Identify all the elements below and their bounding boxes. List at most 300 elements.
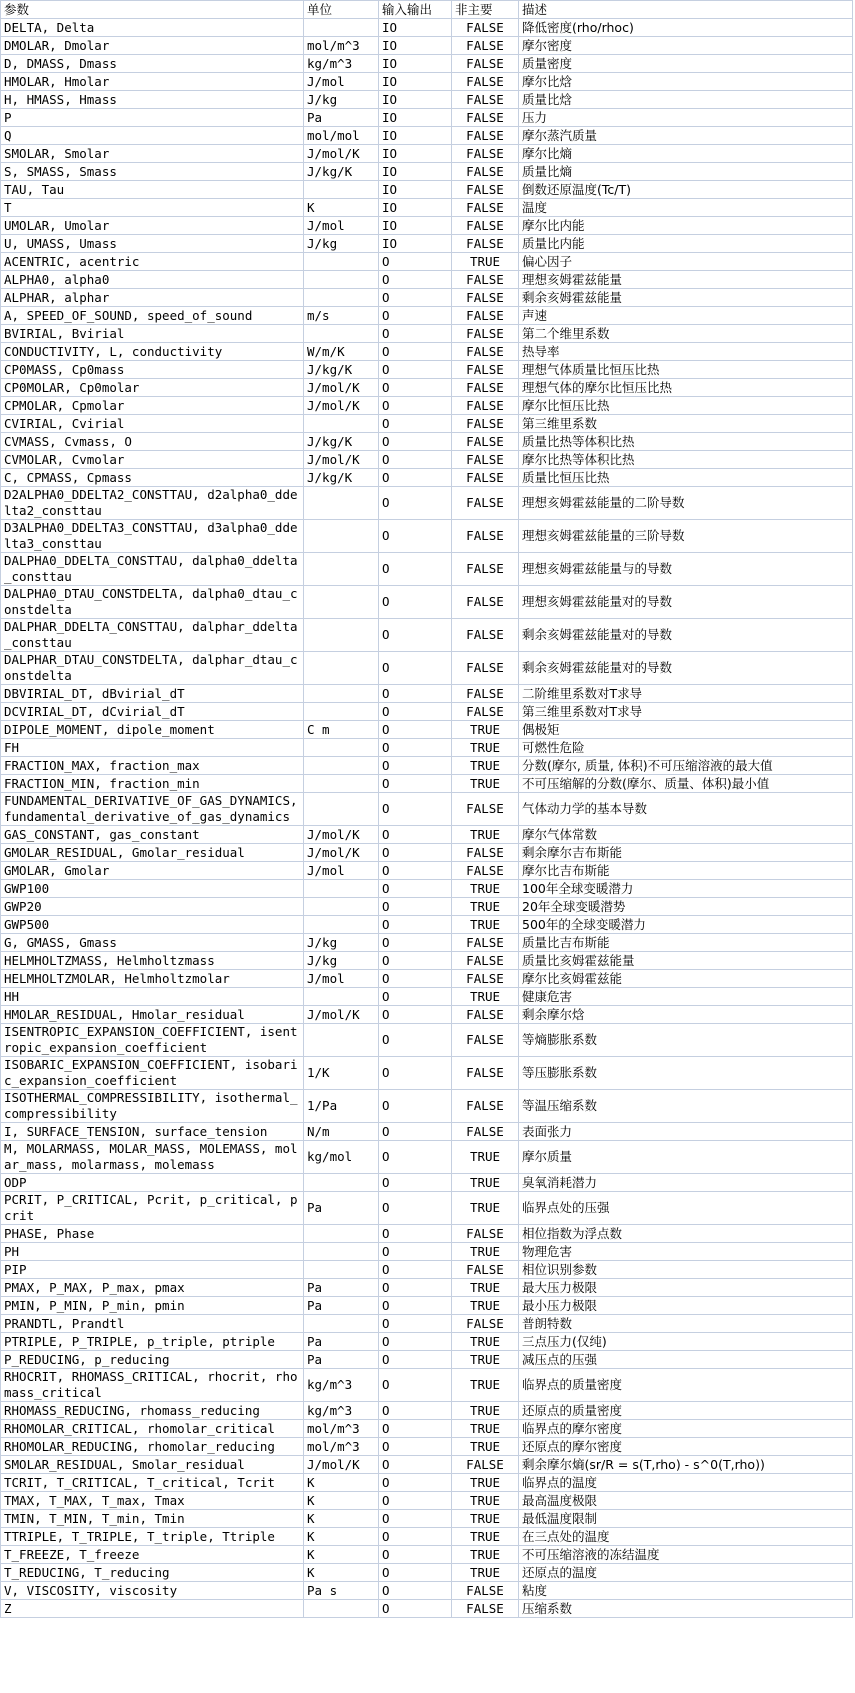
cell-unit: J/kg/K xyxy=(304,469,379,487)
cell-io: IO xyxy=(379,109,452,127)
cell-desc: 偶极矩 xyxy=(519,721,853,739)
cell-unit: K xyxy=(304,199,379,217)
cell-desc: 理想亥姆霍兹能量对的导数 xyxy=(519,586,853,619)
table-row xyxy=(1,37,853,55)
cell-unit: mol/m^3 xyxy=(304,37,379,55)
cell-trivial: FALSE xyxy=(452,844,519,862)
cell-unit: J/mol/K xyxy=(304,379,379,397)
cell-desc: 还原点的质量密度 xyxy=(519,1402,853,1420)
cell-param: V, VISCOSITY, viscosity xyxy=(1,1582,304,1600)
cell-io: IO xyxy=(379,217,452,235)
cell-param: GMOLAR, Gmolar xyxy=(1,862,304,880)
table-row xyxy=(1,379,853,397)
cell-param: I, SURFACE_TENSION, surface_tension xyxy=(1,1123,304,1141)
table-row xyxy=(1,1333,853,1351)
cell-desc: 临界点处的压强 xyxy=(519,1192,853,1225)
cell-param: U, UMASS, Umass xyxy=(1,235,304,253)
cell-desc: 不可压缩溶液的冻结温度 xyxy=(519,1546,853,1564)
table-row xyxy=(1,1174,853,1192)
cell-param: ISOBARIC_EXPANSION_COEFFICIENT, isobaric_expansion_coefficient xyxy=(1,1057,304,1090)
cell-param: PMAX, P_MAX, P_max, pmax xyxy=(1,1279,304,1297)
cell-param: PHASE, Phase xyxy=(1,1225,304,1243)
cell-io: O xyxy=(379,1057,452,1090)
header-param: 参数 xyxy=(1,1,304,19)
cell-unit: J/mol/K xyxy=(304,1006,379,1024)
cell-param: Z xyxy=(1,1600,304,1618)
cell-unit: J/mol/K xyxy=(304,145,379,163)
cell-unit xyxy=(304,898,379,916)
cell-trivial: FALSE xyxy=(452,397,519,415)
cell-unit xyxy=(304,1225,379,1243)
cell-unit xyxy=(304,619,379,652)
cell-unit: J/kg/K xyxy=(304,433,379,451)
cell-unit: K xyxy=(304,1546,379,1564)
cell-io: IO xyxy=(379,55,452,73)
cell-desc: 压缩系数 xyxy=(519,1600,853,1618)
table-row xyxy=(1,127,853,145)
cell-trivial: FALSE xyxy=(452,109,519,127)
table-row xyxy=(1,880,853,898)
cell-desc: 摩尔气体常数 xyxy=(519,826,853,844)
cell-unit: J/mol xyxy=(304,73,379,91)
table-row xyxy=(1,1192,853,1225)
cell-unit xyxy=(304,703,379,721)
table-row xyxy=(1,1546,853,1564)
cell-trivial: TRUE xyxy=(452,1438,519,1456)
cell-desc: 普朗特数 xyxy=(519,1315,853,1333)
cell-desc: 摩尔质量 xyxy=(519,1141,853,1174)
cell-param: G, GMASS, Gmass xyxy=(1,934,304,952)
cell-desc: 表面张力 xyxy=(519,1123,853,1141)
cell-io: O xyxy=(379,721,452,739)
cell-trivial: FALSE xyxy=(452,127,519,145)
cell-unit: J/mol/K xyxy=(304,451,379,469)
cell-unit xyxy=(304,916,379,934)
cell-desc: 三点压力(仅纯) xyxy=(519,1333,853,1351)
table-row xyxy=(1,988,853,1006)
cell-param: PTRIPLE, P_TRIPLE, p_triple, ptriple xyxy=(1,1333,304,1351)
cell-param: DBVIRIAL_DT, dBvirial_dT xyxy=(1,685,304,703)
cell-unit: J/kg xyxy=(304,952,379,970)
cell-param: S, SMASS, Smass xyxy=(1,163,304,181)
cell-trivial: FALSE xyxy=(452,145,519,163)
cell-desc: 还原点的摩尔密度 xyxy=(519,1438,853,1456)
cell-io: O xyxy=(379,916,452,934)
cell-param: FRACTION_MIN, fraction_min xyxy=(1,775,304,793)
cell-unit: Pa s xyxy=(304,1582,379,1600)
cell-param: DALPHAR_DTAU_CONSTDELTA, dalphar_dtau_constdelta xyxy=(1,652,304,685)
cell-trivial: FALSE xyxy=(452,619,519,652)
table-row xyxy=(1,1141,853,1174)
cell-trivial: FALSE xyxy=(452,703,519,721)
cell-io: IO xyxy=(379,199,452,217)
table-row xyxy=(1,1564,853,1582)
cell-trivial: FALSE xyxy=(452,952,519,970)
cell-desc: 临界点的摩尔密度 xyxy=(519,1420,853,1438)
cell-desc: 在三点处的温度 xyxy=(519,1528,853,1546)
cell-desc: 最高温度极限 xyxy=(519,1492,853,1510)
cell-param: TMAX, T_MAX, T_max, Tmax xyxy=(1,1492,304,1510)
cell-trivial: FALSE xyxy=(452,19,519,37)
cell-io: IO xyxy=(379,163,452,181)
cell-desc: 剩余亥姆霍兹能量对的导数 xyxy=(519,619,853,652)
cell-param: DMOLAR, Dmolar xyxy=(1,37,304,55)
cell-trivial: TRUE xyxy=(452,916,519,934)
cell-desc: 质量比熵 xyxy=(519,163,853,181)
cell-unit xyxy=(304,757,379,775)
cell-io: O xyxy=(379,934,452,952)
cell-io: O xyxy=(379,415,452,433)
cell-param: DALPHA0_DTAU_CONSTDELTA, dalpha0_dtau_constdelta xyxy=(1,586,304,619)
cell-param: T xyxy=(1,199,304,217)
table-row xyxy=(1,586,853,619)
table-row xyxy=(1,1057,853,1090)
cell-desc: 质量比吉布斯能 xyxy=(519,934,853,952)
cell-param: TMIN, T_MIN, T_min, Tmin xyxy=(1,1510,304,1528)
cell-io: IO xyxy=(379,73,452,91)
cell-io: O xyxy=(379,619,452,652)
table-row xyxy=(1,1528,853,1546)
cell-io: O xyxy=(379,1279,452,1297)
table-row xyxy=(1,1456,853,1474)
cell-io: O xyxy=(379,271,452,289)
cell-param: FRACTION_MAX, fraction_max xyxy=(1,757,304,775)
cell-desc: 等压膨胀系数 xyxy=(519,1057,853,1090)
cell-unit: Pa xyxy=(304,1333,379,1351)
table-row xyxy=(1,1090,853,1123)
cell-trivial: FALSE xyxy=(452,433,519,451)
cell-unit xyxy=(304,652,379,685)
cell-io: O xyxy=(379,1174,452,1192)
cell-desc: 理想亥姆霍兹能量的二阶导数 xyxy=(519,487,853,520)
header-unit: 单位 xyxy=(304,1,379,19)
cell-trivial: FALSE xyxy=(452,199,519,217)
table-row xyxy=(1,1474,853,1492)
cell-param: PH xyxy=(1,1243,304,1261)
table-row xyxy=(1,685,853,703)
cell-io: O xyxy=(379,952,452,970)
cell-param: CONDUCTIVITY, L, conductivity xyxy=(1,343,304,361)
table-row xyxy=(1,271,853,289)
cell-desc: 压力 xyxy=(519,109,853,127)
cell-unit: J/mol/K xyxy=(304,826,379,844)
cell-trivial: FALSE xyxy=(452,55,519,73)
cell-param: HMOLAR_RESIDUAL, Hmolar_residual xyxy=(1,1006,304,1024)
cell-unit: J/mol/K xyxy=(304,844,379,862)
cell-unit xyxy=(304,553,379,586)
table-row xyxy=(1,145,853,163)
cell-param: PMIN, P_MIN, P_min, pmin xyxy=(1,1297,304,1315)
cell-param: DIPOLE_MOMENT, dipole_moment xyxy=(1,721,304,739)
cell-desc: 分数(摩尔, 质量, 体积)不可压缩溶液的最大值 xyxy=(519,757,853,775)
cell-io: O xyxy=(379,343,452,361)
cell-param: T_REDUCING, T_reducing xyxy=(1,1564,304,1582)
cell-io: O xyxy=(379,1192,452,1225)
cell-trivial: FALSE xyxy=(452,307,519,325)
cell-trivial: TRUE xyxy=(452,826,519,844)
cell-io: O xyxy=(379,469,452,487)
cell-param: D3ALPHA0_DDELTA3_CONSTTAU, d3alpha0_ddelta3_consttau xyxy=(1,520,304,553)
cell-trivial: TRUE xyxy=(452,1528,519,1546)
cell-param: HELMHOLTZMASS, Helmholtzmass xyxy=(1,952,304,970)
cell-param: M, MOLARMASS, MOLAR_MASS, MOLEMASS, molar_mass, molarmass, molemass xyxy=(1,1141,304,1174)
cell-desc: 偏心因子 xyxy=(519,253,853,271)
table-row xyxy=(1,1351,853,1369)
cell-unit: N/m xyxy=(304,1123,379,1141)
cell-param: H, HMASS, Hmass xyxy=(1,91,304,109)
cell-desc: 摩尔比熵 xyxy=(519,145,853,163)
cell-unit xyxy=(304,415,379,433)
cell-io: O xyxy=(379,1582,452,1600)
table-row xyxy=(1,1315,853,1333)
cell-unit xyxy=(304,1174,379,1192)
cell-desc: 临界点的温度 xyxy=(519,1474,853,1492)
cell-unit: mol/mol xyxy=(304,127,379,145)
table-row xyxy=(1,553,853,586)
cell-unit: kg/m^3 xyxy=(304,1369,379,1402)
cell-desc: 可燃性危险 xyxy=(519,739,853,757)
cell-unit: J/kg/K xyxy=(304,163,379,181)
cell-param: GAS_CONSTANT, gas_constant xyxy=(1,826,304,844)
cell-param: CP0MASS, Cp0mass xyxy=(1,361,304,379)
table-row xyxy=(1,1402,853,1420)
cell-unit xyxy=(304,1024,379,1057)
cell-unit: kg/mol xyxy=(304,1141,379,1174)
cell-desc: 热导率 xyxy=(519,343,853,361)
cell-desc: 健康危害 xyxy=(519,988,853,1006)
cell-desc: 理想气体的摩尔比恒压比热 xyxy=(519,379,853,397)
cell-param: HMOLAR, Hmolar xyxy=(1,73,304,91)
table-row xyxy=(1,235,853,253)
cell-trivial: FALSE xyxy=(452,73,519,91)
cell-unit: 1/K xyxy=(304,1057,379,1090)
cell-desc: 减压点的压强 xyxy=(519,1351,853,1369)
cell-io: O xyxy=(379,1474,452,1492)
cell-unit: Pa xyxy=(304,1192,379,1225)
cell-trivial: FALSE xyxy=(452,586,519,619)
cell-unit xyxy=(304,988,379,1006)
cell-trivial: FALSE xyxy=(452,1006,519,1024)
cell-trivial: TRUE xyxy=(452,988,519,1006)
table-row xyxy=(1,934,853,952)
cell-param: SMOLAR_RESIDUAL, Smolar_residual xyxy=(1,1456,304,1474)
cell-io: O xyxy=(379,433,452,451)
cell-desc: 倒数还原温度(Tc/T) xyxy=(519,181,853,199)
cell-io: O xyxy=(379,775,452,793)
table-row xyxy=(1,487,853,520)
cell-io: O xyxy=(379,1369,452,1402)
cell-io: O xyxy=(379,988,452,1006)
cell-io: IO xyxy=(379,181,452,199)
cell-io: O xyxy=(379,586,452,619)
table-row xyxy=(1,181,853,199)
cell-unit xyxy=(304,793,379,826)
cell-param: BVIRIAL, Bvirial xyxy=(1,325,304,343)
cell-desc: 最低温度限制 xyxy=(519,1510,853,1528)
cell-desc: 剩余亥姆霍兹能量对的导数 xyxy=(519,652,853,685)
cell-unit: Pa xyxy=(304,1351,379,1369)
table-row xyxy=(1,1243,853,1261)
cell-trivial: FALSE xyxy=(452,793,519,826)
cell-desc: 摩尔比内能 xyxy=(519,217,853,235)
cell-trivial: FALSE xyxy=(452,934,519,952)
cell-trivial: FALSE xyxy=(452,652,519,685)
cell-trivial: FALSE xyxy=(452,325,519,343)
table-row xyxy=(1,1123,853,1141)
cell-unit: J/kg/K xyxy=(304,361,379,379)
cell-trivial: TRUE xyxy=(452,1369,519,1402)
cell-unit: J/mol xyxy=(304,862,379,880)
cell-io: O xyxy=(379,1333,452,1351)
cell-desc: 还原点的温度 xyxy=(519,1564,853,1582)
cell-param: Q xyxy=(1,127,304,145)
cell-io: O xyxy=(379,652,452,685)
cell-desc: 质量比恒压比热 xyxy=(519,469,853,487)
cell-io: O xyxy=(379,703,452,721)
cell-desc: 质量比热等体积比热 xyxy=(519,433,853,451)
table-row xyxy=(1,916,853,934)
cell-trivial: TRUE xyxy=(452,1546,519,1564)
table-row xyxy=(1,1261,853,1279)
cell-trivial: FALSE xyxy=(452,1057,519,1090)
cell-param: DALPHA0_DDELTA_CONSTTAU, dalpha0_ddelta_consttau xyxy=(1,553,304,586)
cell-io: O xyxy=(379,1297,452,1315)
cell-desc: 质量比亥姆霍兹能量 xyxy=(519,952,853,970)
table-row xyxy=(1,325,853,343)
cell-trivial: FALSE xyxy=(452,37,519,55)
cell-desc: 二阶维里系数对T求导 xyxy=(519,685,853,703)
cell-trivial: TRUE xyxy=(452,898,519,916)
cell-trivial: FALSE xyxy=(452,271,519,289)
cell-param: FUNDAMENTAL_DERIVATIVE_OF_GAS_DYNAMICS, fundamental_derivative_of_gas_dynamics xyxy=(1,793,304,826)
cell-unit: Pa xyxy=(304,1279,379,1297)
cell-trivial: TRUE xyxy=(452,757,519,775)
cell-io: O xyxy=(379,1510,452,1528)
cell-param: GWP100 xyxy=(1,880,304,898)
cell-trivial: TRUE xyxy=(452,880,519,898)
cell-io: O xyxy=(379,1456,452,1474)
cell-unit: K xyxy=(304,1528,379,1546)
cell-io: O xyxy=(379,739,452,757)
header-row xyxy=(1,1,853,19)
cell-param: D, DMASS, Dmass xyxy=(1,55,304,73)
cell-desc: 不可压缩解的分数(摩尔、质量、体积)最小值 xyxy=(519,775,853,793)
table-row xyxy=(1,844,853,862)
cell-trivial: TRUE xyxy=(452,1474,519,1492)
cell-desc: 粘度 xyxy=(519,1582,853,1600)
cell-param: ALPHAR, alphar xyxy=(1,289,304,307)
cell-desc: 降低密度(rho/rhoc) xyxy=(519,19,853,37)
cell-param: ALPHA0, alpha0 xyxy=(1,271,304,289)
cell-desc: 剩余摩尔吉布斯能 xyxy=(519,844,853,862)
cell-io: O xyxy=(379,1006,452,1024)
cell-trivial: TRUE xyxy=(452,775,519,793)
table-row xyxy=(1,343,853,361)
cell-param: P xyxy=(1,109,304,127)
header-trivial: 非主要 xyxy=(452,1,519,19)
cell-trivial: TRUE xyxy=(452,1510,519,1528)
cell-param: RHOMOLAR_CRITICAL, rhomolar_critical xyxy=(1,1420,304,1438)
cell-desc: 相位指数为浮点数 xyxy=(519,1225,853,1243)
cell-trivial: TRUE xyxy=(452,1297,519,1315)
cell-io: IO xyxy=(379,91,452,109)
table-row xyxy=(1,739,853,757)
table-row xyxy=(1,1297,853,1315)
cell-desc: 20年全球变暖潜势 xyxy=(519,898,853,916)
cell-io: O xyxy=(379,1402,452,1420)
cell-io: O xyxy=(379,397,452,415)
table-row xyxy=(1,217,853,235)
table-row xyxy=(1,775,853,793)
cell-io: O xyxy=(379,826,452,844)
cell-param: RHOMASS_REDUCING, rhomass_reducing xyxy=(1,1402,304,1420)
table-row xyxy=(1,253,853,271)
table-row xyxy=(1,793,853,826)
cell-io: O xyxy=(379,1420,452,1438)
table-row xyxy=(1,1225,853,1243)
cell-unit xyxy=(304,289,379,307)
table-row xyxy=(1,652,853,685)
cell-desc: 相位识别参数 xyxy=(519,1261,853,1279)
cell-desc: 摩尔蒸汽质量 xyxy=(519,127,853,145)
cell-trivial: FALSE xyxy=(452,1261,519,1279)
cell-param: RHOMOLAR_REDUCING, rhomolar_reducing xyxy=(1,1438,304,1456)
cell-desc: 临界点的质量密度 xyxy=(519,1369,853,1402)
cell-unit: C m xyxy=(304,721,379,739)
cell-param: CVMASS, Cvmass, O xyxy=(1,433,304,451)
cell-unit: mol/m^3 xyxy=(304,1438,379,1456)
cell-trivial: TRUE xyxy=(452,1174,519,1192)
cell-io: O xyxy=(379,1090,452,1123)
cell-io: O xyxy=(379,1600,452,1618)
cell-trivial: FALSE xyxy=(452,217,519,235)
cell-io: O xyxy=(379,1243,452,1261)
cell-unit: m/s xyxy=(304,307,379,325)
table-row xyxy=(1,55,853,73)
cell-trivial: TRUE xyxy=(452,1243,519,1261)
cell-param: T_FREEZE, T_freeze xyxy=(1,1546,304,1564)
cell-trivial: FALSE xyxy=(452,685,519,703)
cell-io: O xyxy=(379,1546,452,1564)
cell-io: O xyxy=(379,1564,452,1582)
cell-param: ODP xyxy=(1,1174,304,1192)
cell-trivial: FALSE xyxy=(452,1600,519,1618)
table-row xyxy=(1,757,853,775)
table-row xyxy=(1,1438,853,1456)
cell-io: O xyxy=(379,757,452,775)
table-row xyxy=(1,361,853,379)
cell-trivial: FALSE xyxy=(452,1582,519,1600)
cell-desc: 摩尔比吉布斯能 xyxy=(519,862,853,880)
cell-io: O xyxy=(379,862,452,880)
cell-unit: J/mol/K xyxy=(304,397,379,415)
cell-param: D2ALPHA0_DDELTA2_CONSTTAU, d2alpha0_ddelta2_consttau xyxy=(1,487,304,520)
table-row xyxy=(1,862,853,880)
cell-desc: 摩尔比恒压比热 xyxy=(519,397,853,415)
cell-trivial: FALSE xyxy=(452,361,519,379)
table-row xyxy=(1,721,853,739)
cell-unit xyxy=(304,1243,379,1261)
cell-unit: Pa xyxy=(304,109,379,127)
cell-unit: J/mol/K xyxy=(304,1456,379,1474)
cell-trivial: FALSE xyxy=(452,469,519,487)
table-row xyxy=(1,451,853,469)
cell-trivial: FALSE xyxy=(452,343,519,361)
cell-trivial: FALSE xyxy=(452,451,519,469)
cell-desc: 质量比内能 xyxy=(519,235,853,253)
cell-io: O xyxy=(379,880,452,898)
table-row xyxy=(1,703,853,721)
